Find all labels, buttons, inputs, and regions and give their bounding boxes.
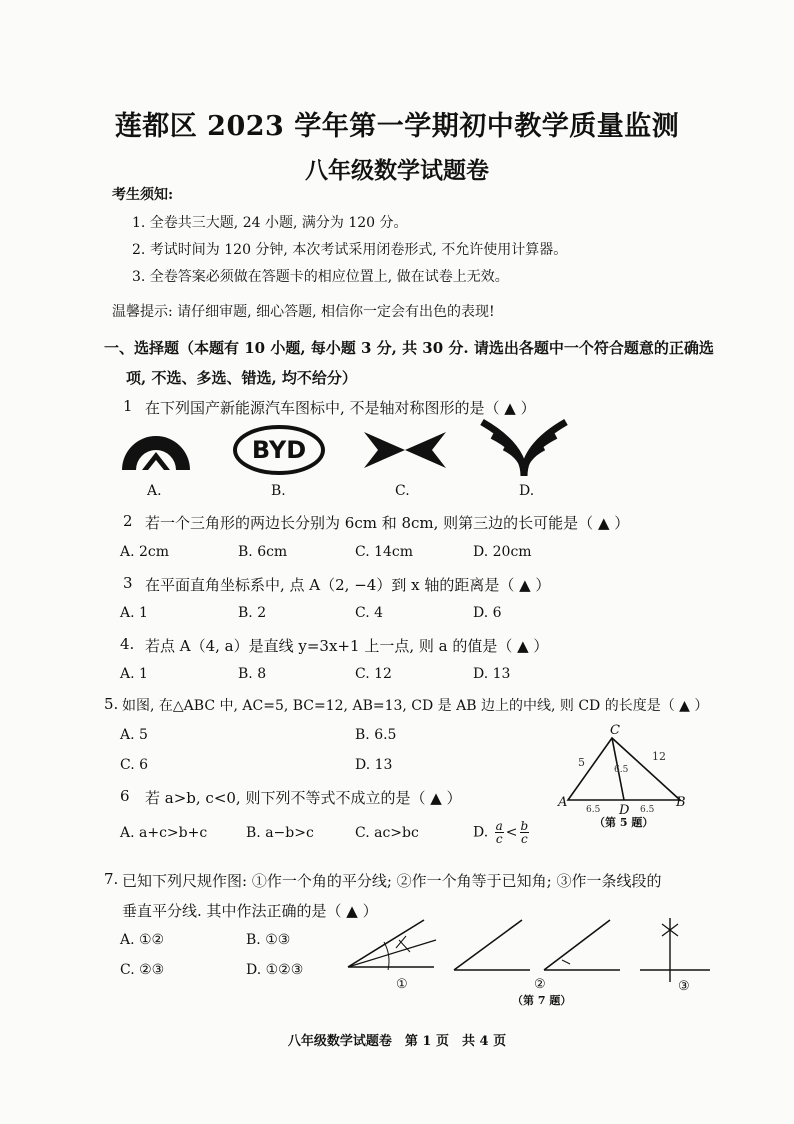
label-a: A — [558, 795, 568, 810]
exam-title: 莲都区 2023 学年第一学期初中教学质量监测 — [114, 111, 680, 142]
question-stem: 如图, 在△ABC 中, AC=5, BC=12, AB=13, CD 是 AB 边上的中线, 则 CD 的长度是（ ▲ ） — [122, 698, 709, 714]
option-b: B. 8 — [238, 666, 267, 682]
option-c: C. 4 — [355, 605, 384, 621]
option-a: A. — [147, 483, 162, 499]
label-c: C — [610, 723, 620, 738]
option-a: A. 5 — [120, 727, 148, 743]
figure-7-constructions — [344, 912, 714, 1012]
label-bc: 12 — [652, 750, 666, 763]
option-c: C. ac>bc — [355, 825, 419, 841]
option-b: B. ①③ — [246, 932, 291, 948]
notice-heading: 考生须知: — [112, 187, 174, 203]
option-c: C. 12 — [355, 666, 392, 682]
option-d: D. 13 — [473, 666, 511, 682]
option-d: D. ①②③ — [246, 962, 304, 978]
less-than-sign: < — [505, 824, 518, 841]
tip-text: 温馨提示: 请仔细审题, 细心答题, 相信你一定会有出色的表现! — [112, 304, 495, 320]
question-number: 3 — [123, 574, 133, 592]
question-number: 7. — [104, 870, 119, 888]
option-a: A. 1 — [120, 666, 148, 682]
fraction-a-over-c: $\frac{a}{c}$ — [495, 819, 503, 846]
option-a: A. ①② — [120, 932, 165, 948]
option-c: C. 6 — [120, 757, 149, 773]
option-b: B. 6.5 — [355, 727, 397, 743]
section1-heading-cont: 项, 不选、多选、错选, 均不给分） — [126, 369, 357, 387]
question-stem: 在平面直角坐标系中, 点 A（2, −4）到 x 轴的距离是（ ▲ ） — [145, 576, 551, 594]
question-stem: 若一个三角形的两边长分别为 6cm 和 8cm, 则第三边的长可能是（ ▲ ） — [145, 514, 630, 532]
question-number: 4. — [120, 635, 135, 653]
byd-logo-icon — [233, 425, 325, 475]
question-stem-cont: 垂直平分线. 其中作法正确的是（ ▲ ） — [122, 902, 378, 920]
car-logo-d-icon — [478, 418, 570, 478]
car-logo-c-icon — [362, 430, 448, 470]
page-footer: 八年级数学试题卷 第 1 页 共 4 页 — [287, 1034, 507, 1049]
option-a: A. 1 — [120, 605, 148, 621]
label-db: 6.5 — [640, 805, 655, 815]
option-b: B. 2 — [238, 605, 267, 621]
option-d: D. 13 — [355, 757, 393, 773]
fig7-label-1: ① — [396, 977, 408, 992]
option-c: C. — [395, 483, 410, 499]
option-d-label: D. — [473, 824, 489, 841]
question-number: 2 — [123, 512, 133, 530]
option-c: C. 14cm — [355, 544, 414, 560]
option-b: B. a−b>c — [246, 825, 314, 841]
question-stem: 若 a>b, c<0, 则下列不等式不成立的是（ ▲ ） — [145, 789, 462, 807]
question-number: 6 — [120, 787, 130, 805]
figure-5-triangle — [556, 724, 696, 834]
option-a: A. a+c>b+c — [120, 825, 208, 841]
notice-item: 1. 全卷共三大题, 24 小题, 满分为 120 分。 — [132, 215, 408, 231]
option-d — [473, 820, 531, 845]
option-d: D. 6 — [473, 605, 502, 621]
option-a: A. 2cm — [120, 544, 170, 560]
option-d: D. 20cm — [473, 544, 532, 560]
question-number: 1 — [123, 397, 133, 415]
fraction-b-over-c: $\frac{b}{c}$ — [520, 819, 529, 846]
label-b: B — [676, 795, 686, 810]
question-number: 5. — [104, 695, 119, 713]
fig7-label-2: ② — [534, 977, 546, 992]
notice-item: 3. 全卷答案必须做在答题卡的相应位置上, 做在试卷上无效。 — [132, 269, 509, 285]
label-ad: 6.5 — [586, 805, 601, 815]
option-b: B. 6cm — [238, 544, 288, 560]
figure-7-caption: （第 7 题） — [512, 994, 572, 1007]
figure-5-caption: （第 5 题） — [594, 816, 654, 829]
label-ac: 5 — [578, 756, 585, 769]
question-stem: 在下列国产新能源汽车图标中, 不是轴对称图形的是（ ▲ ） — [145, 399, 536, 417]
question-stem: 已知下列尺规作图: ①作一个角的平分线; ②作一个角等于已知角; ③作一条线段的 — [122, 872, 662, 890]
option-b: B. — [271, 483, 286, 499]
car-logo-a-icon — [118, 422, 194, 476]
label-cd: 6.5 — [614, 765, 629, 775]
svg-text:BYD: BYD — [251, 436, 307, 464]
exam-subtitle: 八年级数学试题卷 — [305, 157, 489, 184]
section1-heading: 一、选择题（本题有 10 小题, 每小题 3 分, 共 30 分. 请选出各题中一个符合题意的正确选 — [104, 339, 714, 357]
fig7-label-3: ③ — [678, 979, 690, 994]
label-d: D — [619, 803, 630, 818]
question-stem: 若点 A（4, a）是直线 y=3x+1 上一点, 则 a 的值是（ ▲ ） — [145, 637, 549, 655]
notice-item: 2. 考试时间为 120 分钟, 本次考试采用闭卷形式, 不允许使用计算器。 — [132, 242, 568, 258]
option-c: C. ②③ — [120, 962, 165, 978]
option-d: D. — [519, 483, 535, 499]
